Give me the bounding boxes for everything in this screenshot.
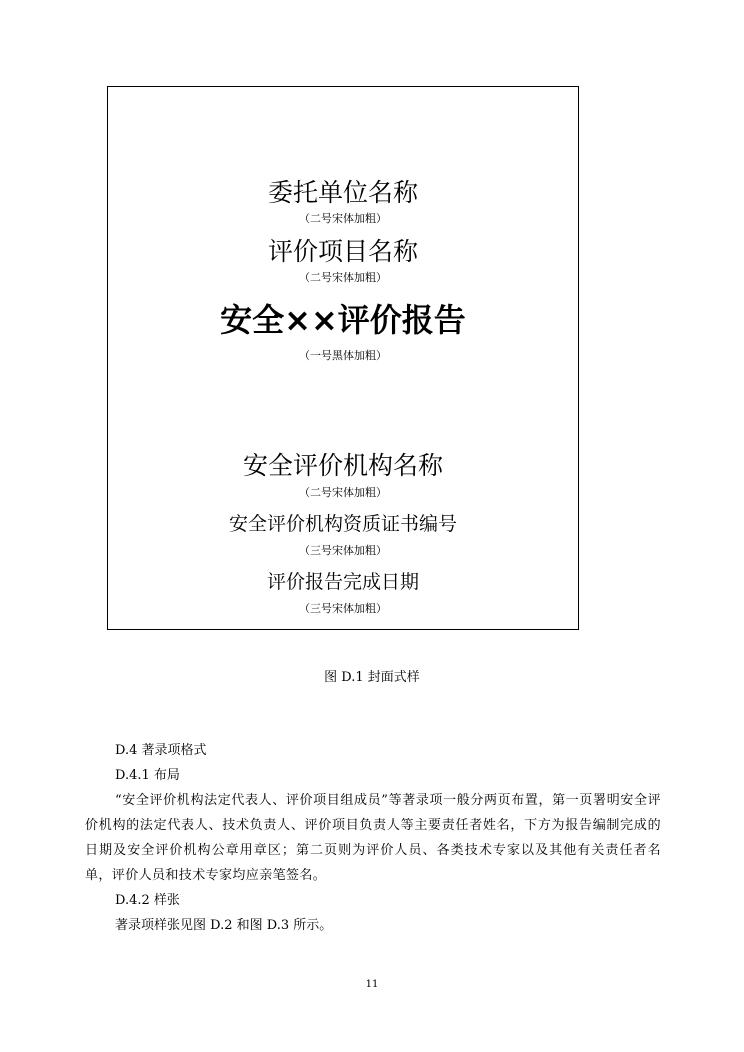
certificate-number: 安全评价机构资质证书编号 [228,513,457,535]
project-name: 评价项目名称 [267,237,418,266]
section-heading-d4: D.4 著录项格式 [115,743,207,758]
layout-paragraph: “安全评价机构法定代表人、评价项目组成员”等著录项一般分两页布置，第一页署明安全评价机构的法定代表人、技术负责人、评价项目负责人等主要责任者姓名，下方为报告编制完成的日期及安全评价机构公章用章区；第二页则为评价人员、各类技术专家以及其他有关责任者名单，评价人员和技术专家均应亲笔签名。 [85,793,661,883]
certificate-number-note: （三号宋体加粗） [299,544,387,557]
sample-reference-text: 著录项样张见图 D.2 和图 D.3 所示。 [115,918,333,933]
section-heading-d41: D.4.1 布局 [115,768,180,783]
figure-caption: 图 D.1 封面式样 [324,670,420,685]
section-heading-d42: D.4.2 样张 [115,893,180,908]
report-title-note: （一号黑体加粗） [299,349,387,362]
client-name-note: （二号宋体加粗） [299,212,387,225]
completion-date: 评价报告完成日期 [266,571,419,593]
project-name-note: （二号宋体加粗） [299,271,387,284]
section-body [85,738,661,938]
cover-sample-frame [107,86,579,630]
report-title: 安全××评价报告 [220,301,466,339]
page-number: 11 [365,979,379,990]
client-name: 委托单位名称 [267,178,418,207]
agency-name: 安全评价机构名称 [242,451,443,480]
agency-name-note: （二号宋体加粗） [299,486,387,499]
completion-date-note: （三号宋体加粗） [299,602,387,615]
